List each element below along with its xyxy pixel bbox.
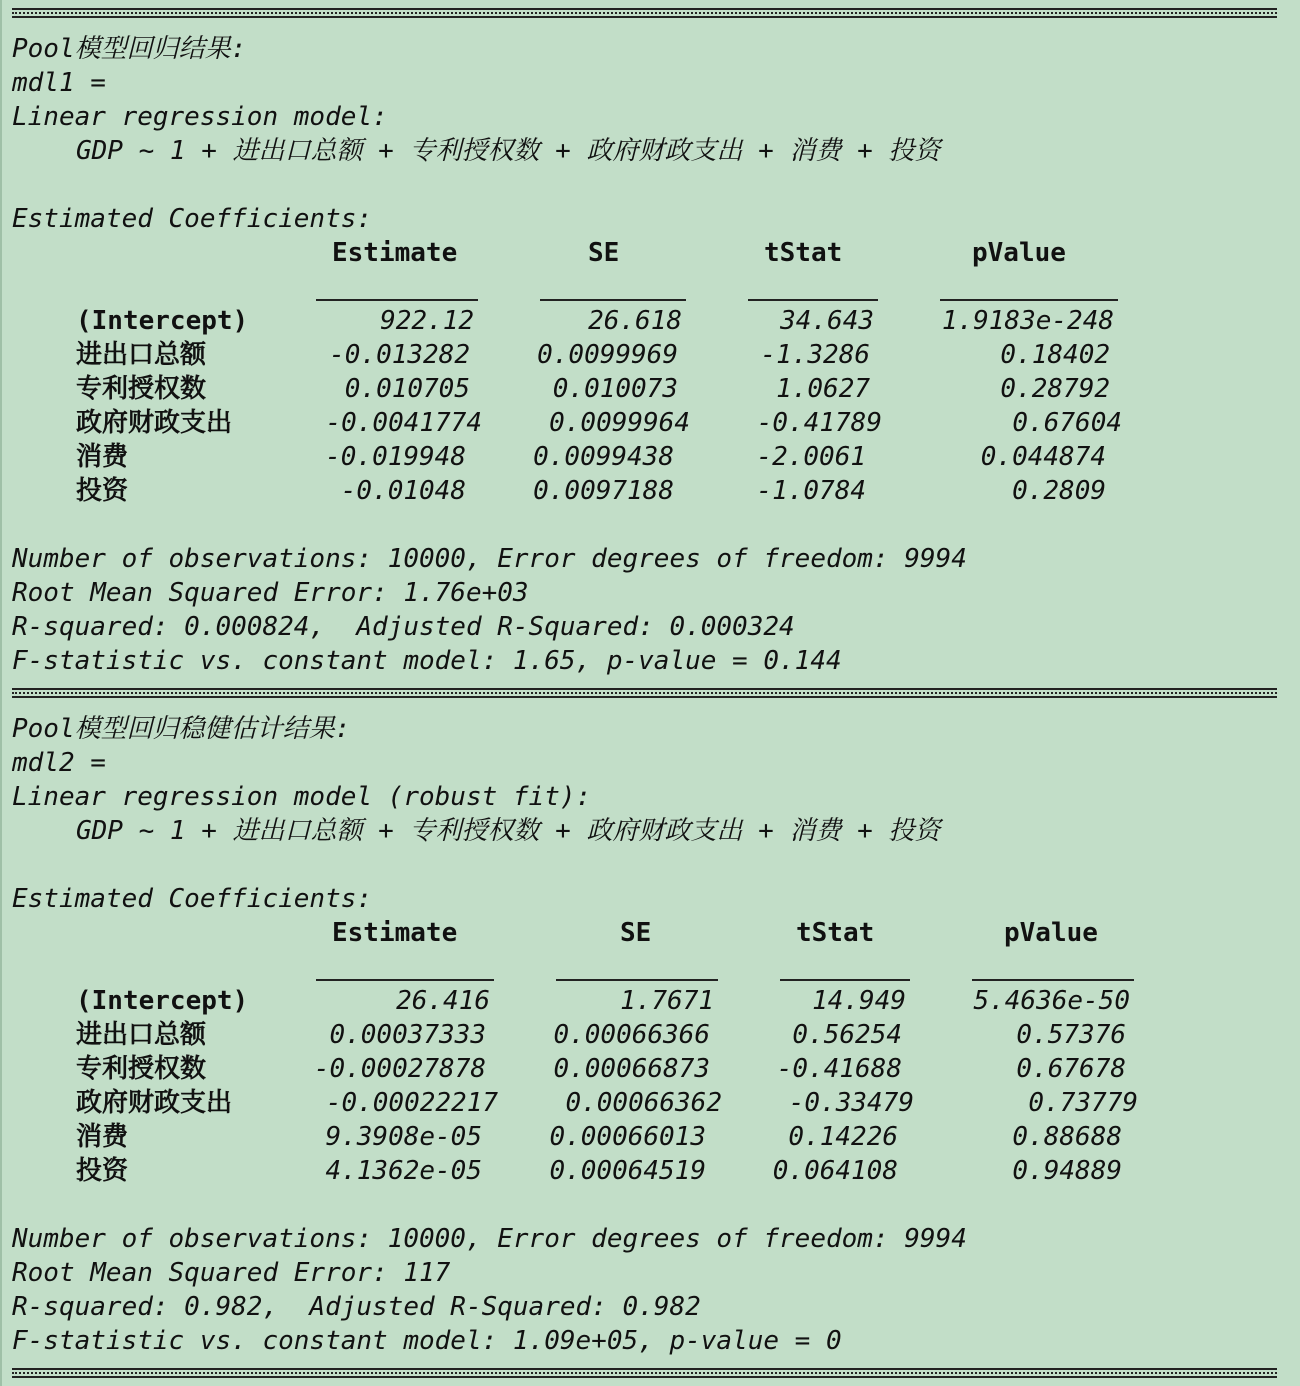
column-header-estimate: Estimate <box>332 918 458 948</box>
cell-estimate: 922.12 <box>380 306 474 336</box>
cell-estimate: -0.00022217 <box>325 1088 498 1118</box>
cell-se: 0.00066013 <box>549 1122 706 1152</box>
model-formula: GDP ~ 1 + 进出口总额 + 专利授权数 + 政府财政支出 + 消费 + 投资 <box>76 136 941 166</box>
row-name: 专利授权数 <box>76 374 207 404</box>
coefficients-heading: Estimated Coefficients: <box>12 204 373 234</box>
coefficients-heading: Estimated Coefficients: <box>12 884 373 914</box>
column-underline <box>748 299 878 301</box>
column-header-se: SE <box>588 238 620 268</box>
stats-line: R-squared: 0.000824, Adjusted R-Squared: 0.000324 <box>12 612 795 642</box>
stats-line: Number of observations: 10000, Error degrees of freedom: 9994 <box>12 544 967 574</box>
cell-estimate: 9.3908e-05 <box>325 1122 482 1152</box>
cell-pvalue: 0.73779 <box>1028 1088 1138 1118</box>
block-title: Pool模型回归结果: <box>12 34 247 64</box>
cell-pvalue: 1.9183e-248 <box>941 306 1114 336</box>
separator-line <box>12 8 1277 18</box>
column-header-pvalue: pValue <box>1004 918 1098 948</box>
cell-se: 0.00066873 <box>553 1054 710 1084</box>
column-header-tstat: tStat <box>796 918 875 948</box>
row-name: (Intercept) <box>76 306 249 336</box>
row-name: 投资 <box>76 476 129 506</box>
model-variable: mdl1 = <box>12 68 106 98</box>
column-underline <box>940 299 1118 301</box>
model-description: Linear regression model (robust fit): <box>12 782 592 812</box>
cell-se: 0.00066362 <box>565 1088 722 1118</box>
cell-tstat: -1.0784 <box>756 476 866 506</box>
column-underline <box>972 979 1134 981</box>
cell-pvalue: 0.57376 <box>1016 1020 1126 1050</box>
column-header-se: SE <box>620 918 652 948</box>
cell-pvalue: 0.94889 <box>1012 1156 1122 1186</box>
stats-line: Number of observations: 10000, Error degrees of freedom: 9994 <box>12 1224 967 1254</box>
column-underline <box>556 979 718 981</box>
separator-line <box>12 688 1277 698</box>
cell-pvalue: 0.88688 <box>1012 1122 1122 1152</box>
model-description: Linear regression model: <box>12 102 388 132</box>
column-underline <box>540 299 686 301</box>
row-name: 政府财政支出 <box>76 408 233 438</box>
cell-tstat: -1.3286 <box>760 340 870 370</box>
cell-se: 0.00066366 <box>553 1020 710 1050</box>
cell-tstat: 14.949 <box>812 986 906 1016</box>
cell-estimate: -0.0041774 <box>325 408 482 438</box>
cell-pvalue: 0.18402 <box>1000 340 1110 370</box>
cell-se: 0.0097188 <box>533 476 674 506</box>
cell-estimate: -0.00027878 <box>313 1054 486 1084</box>
row-name: 专利授权数 <box>76 1054 207 1084</box>
row-name: (Intercept) <box>76 986 249 1016</box>
stats-line: F-statistic vs. constant model: 1.65, p-value = 0.144 <box>12 646 842 676</box>
cell-se: 0.010073 <box>552 374 678 404</box>
cell-tstat: 0.14226 <box>788 1122 898 1152</box>
stats-line: F-statistic vs. constant model: 1.09e+05, p-value = 0 <box>12 1326 842 1356</box>
separator-line <box>12 1368 1277 1378</box>
cell-pvalue: 0.28792 <box>1000 374 1110 404</box>
cell-se: 1.7671 <box>620 986 714 1016</box>
row-name: 消费 <box>76 442 129 472</box>
cell-estimate: -0.01048 <box>340 476 466 506</box>
cell-estimate: 26.416 <box>396 986 490 1016</box>
cell-se: 0.00064519 <box>549 1156 706 1186</box>
cell-estimate: 0.010705 <box>344 374 470 404</box>
cell-estimate: -0.013282 <box>329 340 470 370</box>
cell-estimate: -0.019948 <box>325 442 466 472</box>
cell-tstat: -0.33479 <box>788 1088 914 1118</box>
column-header-estimate: Estimate <box>332 238 458 268</box>
cell-pvalue: 0.2809 <box>1012 476 1106 506</box>
cell-pvalue: 5.4636e-50 <box>973 986 1130 1016</box>
stats-line: Root Mean Squared Error: 1.76e+03 <box>12 578 529 608</box>
block-title: Pool模型回归稳健估计结果: <box>12 714 351 744</box>
cell-tstat: -0.41789 <box>756 408 882 438</box>
column-underline <box>316 979 494 981</box>
cell-se: 0.0099969 <box>537 340 678 370</box>
cell-tstat: 0.064108 <box>772 1156 898 1186</box>
column-underline <box>780 979 910 981</box>
cell-estimate: 0.00037333 <box>329 1020 486 1050</box>
cell-tstat: -0.41688 <box>776 1054 902 1084</box>
cell-se: 26.618 <box>588 306 682 336</box>
cell-tstat: -2.0061 <box>756 442 866 472</box>
column-header-pvalue: pValue <box>972 238 1066 268</box>
stats-line: Root Mean Squared Error: 117 <box>12 1258 451 1288</box>
model-variable: mdl2 = <box>12 748 106 778</box>
row-name: 消费 <box>76 1122 129 1152</box>
model-formula: GDP ~ 1 + 进出口总额 + 专利授权数 + 政府财政支出 + 消费 + 投资 <box>76 816 941 846</box>
row-name: 投资 <box>76 1156 129 1186</box>
column-header-tstat: tStat <box>764 238 843 268</box>
cell-pvalue: 0.044874 <box>980 442 1106 472</box>
cell-tstat: 1.0627 <box>776 374 870 404</box>
row-name: 进出口总额 <box>76 340 207 370</box>
row-name: 政府财政支出 <box>76 1088 233 1118</box>
column-underline <box>316 299 478 301</box>
cell-se: 0.0099438 <box>533 442 674 472</box>
cell-tstat: 0.56254 <box>792 1020 902 1050</box>
stats-line: R-squared: 0.982, Adjusted R-Squared: 0.982 <box>12 1292 701 1322</box>
cell-pvalue: 0.67604 <box>1012 408 1122 438</box>
cell-estimate: 4.1362e-05 <box>325 1156 482 1186</box>
row-name: 进出口总额 <box>76 1020 207 1050</box>
cell-se: 0.0099964 <box>549 408 690 438</box>
cell-tstat: 34.643 <box>780 306 874 336</box>
cell-pvalue: 0.67678 <box>1016 1054 1126 1084</box>
